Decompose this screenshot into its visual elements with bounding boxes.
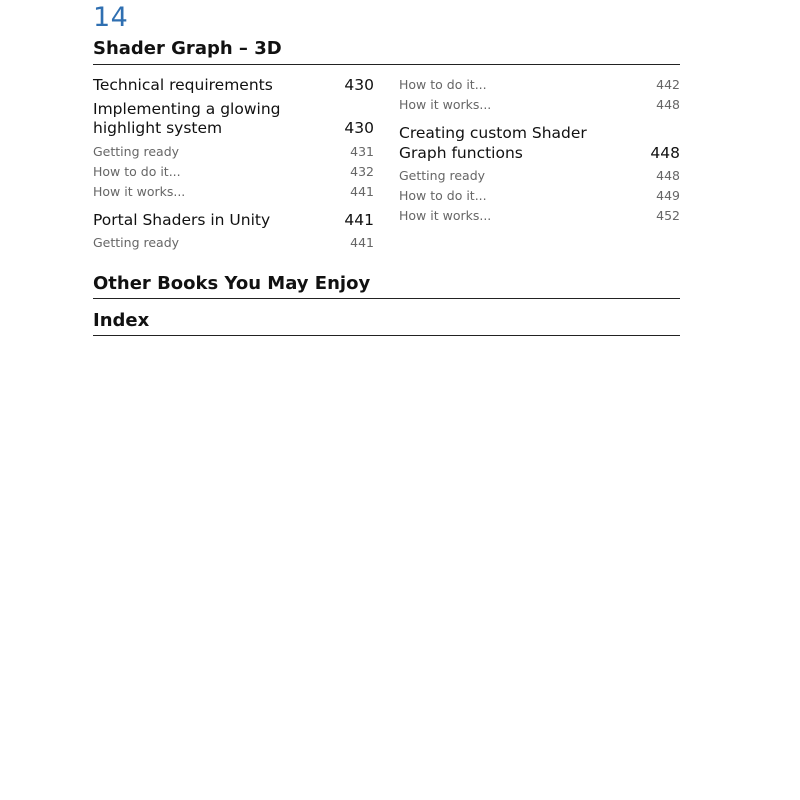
toc-subentry-title: Getting ready [93, 235, 180, 250]
toc-left-column [93, 76, 374, 253]
toc-subentry-title: Getting ready [399, 168, 486, 183]
toc-subentry-title: How it works... [93, 183, 186, 199]
toc-subentry-title: How to do it... [93, 163, 181, 179]
toc-entry-technical-requirements[interactable] [93, 76, 374, 96]
toc-subentry-page: 442 [656, 77, 680, 92]
toc-subentry-title: How to do it... [399, 188, 487, 203]
toc-entry-glowing-highlight[interactable] [93, 100, 374, 139]
section-divider [93, 298, 680, 299]
toc-subentry[interactable] [399, 166, 680, 186]
toc-entry-title: Creating custom Shader Graph functions [399, 124, 587, 162]
toc-entry-page: 448 [650, 143, 680, 162]
toc-subentry[interactable] [399, 95, 680, 115]
toc-subentry[interactable] [93, 182, 374, 202]
toc-subentry[interactable] [93, 233, 374, 253]
toc-subentry-page: 441 [350, 235, 374, 250]
toc-subentry-page: 449 [656, 188, 680, 203]
toc-subentry[interactable] [399, 206, 680, 226]
toc-subentry-title: How to do it... [399, 77, 487, 92]
toc-subentry-page: 452 [656, 208, 680, 223]
toc-subentry-title: Getting ready [93, 143, 180, 159]
section-other-books[interactable]: Other Books You May Enjoy [93, 273, 371, 294]
toc-subentry-page: 431 [350, 143, 374, 159]
toc-right-column [399, 76, 680, 226]
toc-subentry-title: How it works... [399, 208, 492, 223]
toc-subentry[interactable] [399, 186, 680, 206]
toc-subentry-page: 448 [656, 168, 680, 183]
toc-subentry[interactable] [399, 75, 680, 95]
toc-subentry-page: 441 [350, 183, 374, 199]
chapter-divider [93, 64, 680, 65]
toc-entry-title: Portal Shaders in Unity [93, 210, 271, 229]
toc-subentry[interactable] [93, 162, 374, 182]
chapter-title: Shader Graph – 3D [93, 38, 282, 59]
toc-subentry-title: How it works... [399, 97, 492, 112]
section-divider [93, 335, 680, 336]
section-index[interactable]: Index [93, 310, 150, 331]
toc-entry-portal-shaders[interactable] [93, 211, 374, 231]
toc-entry-custom-shader-functions[interactable] [399, 124, 680, 163]
toc-subentry[interactable] [93, 142, 374, 162]
toc-entry-page: 430 [344, 76, 374, 94]
toc-entry-page: 430 [344, 119, 374, 137]
toc-entry-title: Technical requirements [93, 76, 273, 94]
toc-subentry-page: 432 [350, 163, 374, 179]
chapter-number: 14 [93, 2, 129, 33]
toc-subentry-page: 448 [656, 97, 680, 112]
toc-entry-title: Implementing a glowing highlight system [93, 99, 281, 137]
toc-entry-page: 441 [344, 210, 374, 229]
